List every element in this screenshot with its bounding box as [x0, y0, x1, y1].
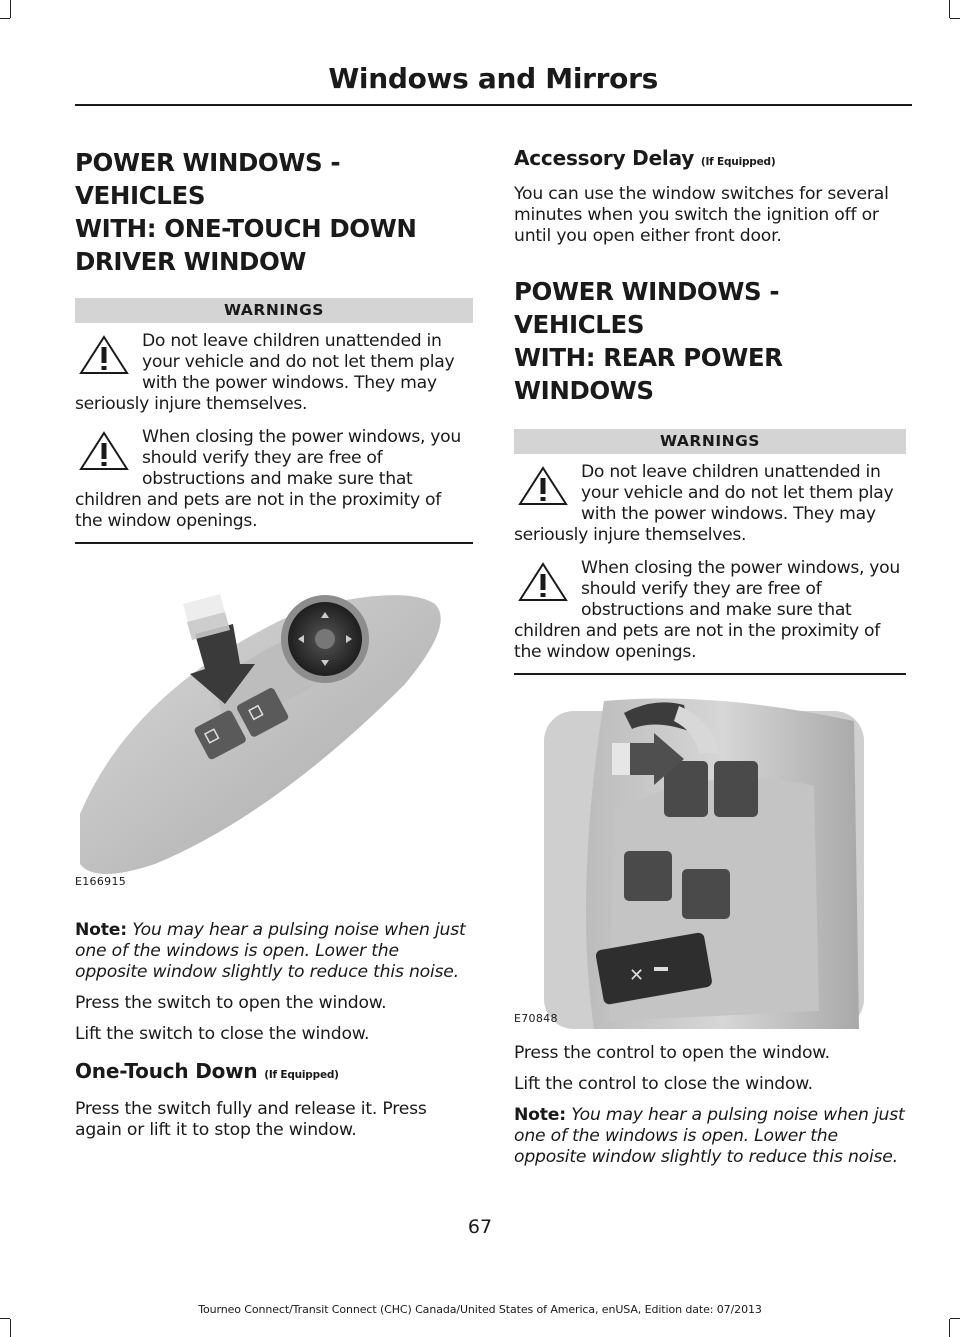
body-text: Lift the control to close the window.	[514, 1074, 813, 1094]
crop-mark	[950, 1318, 960, 1319]
note	[75, 920, 473, 983]
crop-mark	[949, 0, 950, 18]
page-header-title: Windows and Mirrors	[328, 62, 658, 95]
warnings-label: WARNINGS	[514, 429, 906, 454]
warning-item	[514, 558, 906, 663]
section-heading	[75, 146, 473, 278]
subheading-text: Accessory Delay	[514, 146, 695, 170]
warning-text: When closing the power windows, you should verify they are free of obstructions and make sure that children and pets are not in the proximity of the window openings.	[514, 558, 900, 662]
header-divider	[75, 104, 912, 106]
heading-line: WITH: ONE-TOUCH DOWN	[75, 214, 417, 243]
warning-triangle-icon	[79, 335, 129, 375]
warning-item	[75, 427, 473, 532]
warnings-divider	[75, 542, 473, 544]
crop-mark	[10, 0, 11, 18]
subheading-tag: (If Equipped)	[700, 156, 776, 168]
warning-item	[75, 331, 473, 415]
warnings-label: WARNINGS	[75, 298, 473, 323]
heading-line: DRIVER WINDOW	[75, 247, 307, 276]
body-text: Lift the switch to close the window.	[75, 1024, 370, 1044]
window-switch-illustration	[75, 564, 473, 894]
warning-triangle-icon	[518, 466, 568, 506]
rear-window-control-illustration	[514, 691, 906, 1031]
page-number: 67	[467, 1216, 493, 1238]
body-text: Press the control to open the window.	[514, 1043, 830, 1063]
body-text: Press the switch to open the window.	[75, 993, 387, 1013]
crop-mark	[0, 1318, 10, 1319]
body-text: Press the switch fully and release it. Press again or lift it to stop the window.	[75, 1099, 427, 1140]
note	[514, 1105, 906, 1168]
subheading-text: One-Touch Down	[75, 1059, 258, 1083]
figure-window-switch	[75, 564, 473, 894]
heading-line: POWER WINDOWS - VEHICLES	[75, 148, 341, 210]
subheading	[514, 146, 906, 170]
figure-rear-window-control	[514, 691, 906, 1031]
figure-id: E70848	[514, 1012, 558, 1025]
heading-line: POWER WINDOWS - VEHICLES	[514, 277, 780, 339]
note-label: Note:	[75, 920, 127, 940]
right-column	[514, 140, 906, 1168]
page-footer: Tourneo Connect/Transit Connect (CHC) Canada/United States of America, enUSA, Edition date: 07/2013	[198, 1303, 762, 1316]
section-heading	[514, 275, 906, 407]
crop-mark	[10, 1319, 11, 1337]
crop-mark	[0, 18, 10, 19]
note-text: You may hear a pulsing noise when just one of the windows is open. Lower the opposite window slightly to reduce this noise.	[75, 920, 466, 982]
warning-text: Do not leave children unattended in your vehicle and do not let them play with the power windows. They may seriously injure themselves.	[514, 462, 894, 545]
warning-item	[514, 462, 906, 546]
warning-triangle-icon	[79, 431, 129, 471]
left-column	[75, 140, 473, 1141]
heading-line: WITH: REAR POWER	[514, 343, 783, 372]
svg-text:✕: ✕	[629, 965, 645, 986]
crop-mark	[949, 1319, 950, 1337]
warning-text: Do not leave children unattended in your vehicle and do not let them play with the power windows. They may seriously injure themselves.	[75, 331, 455, 414]
subheading-tag: (If Equipped)	[264, 1069, 339, 1081]
note-text: You may hear a pulsing noise when just one of the windows is open. Lower the opposite window slightly to reduce this noise.	[514, 1105, 905, 1167]
warning-triangle-icon	[518, 562, 568, 602]
figure-id: E166915	[75, 875, 127, 888]
body-text: You can use the window switches for several minutes when you switch the ignition off or until you open either front door.	[514, 184, 889, 246]
crop-mark	[950, 18, 960, 19]
subheading	[75, 1059, 473, 1083]
heading-line: WINDOWS	[514, 376, 654, 405]
warnings-divider	[514, 673, 906, 675]
note-label: Note:	[514, 1105, 566, 1125]
warning-text: When closing the power windows, you should verify they are free of obstructions and make sure that children and pets are not in the proximity of the window openings.	[75, 427, 461, 531]
